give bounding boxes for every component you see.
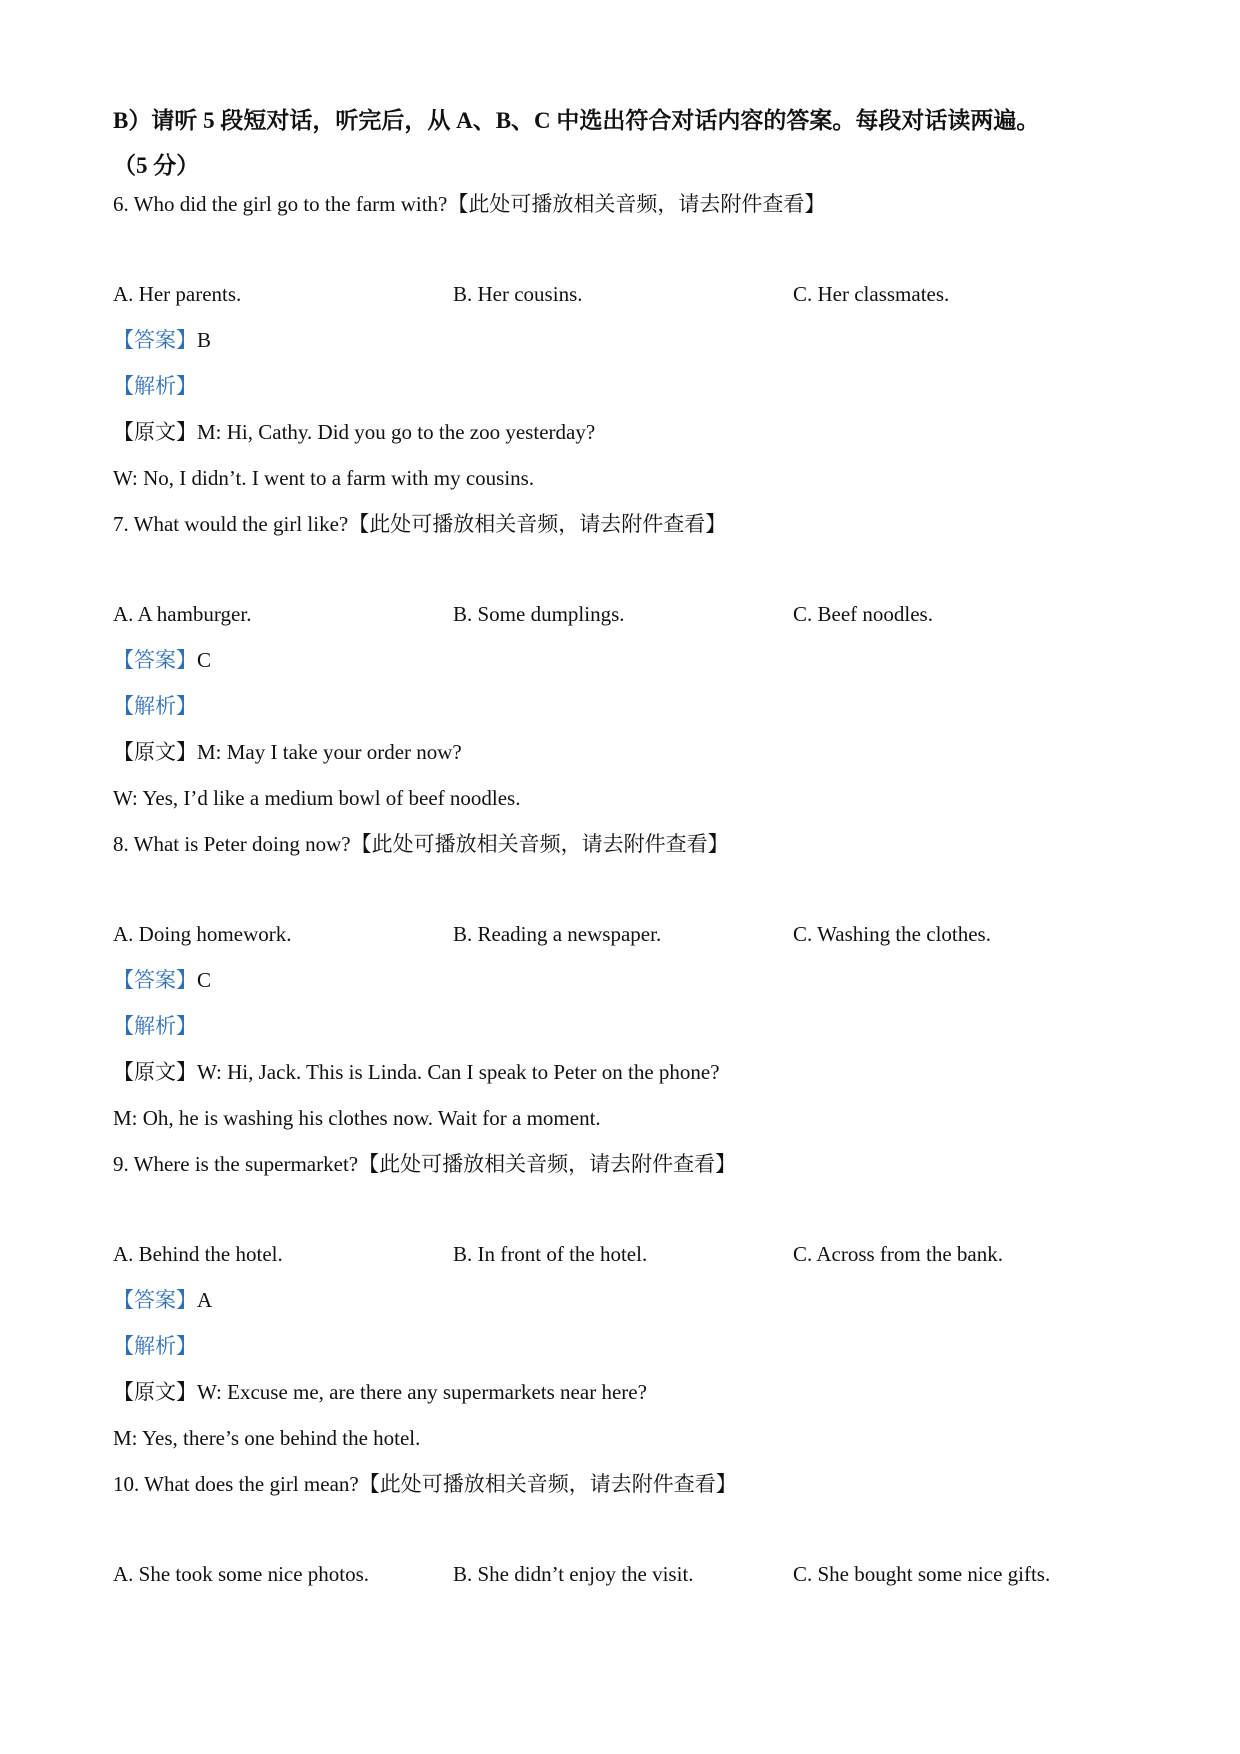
analysis-tag: 【解析】: [113, 694, 197, 718]
question-text: 6. Who did the girl go to the farm with?: [113, 192, 448, 216]
analysis-tag: 【解析】: [113, 374, 197, 398]
transcript-line-1: [113, 418, 1133, 464]
audio-note: 【此处可播放相关音频，请去附件查看】: [447, 192, 826, 216]
original-tag: 【原文】: [113, 1060, 197, 1084]
audio-note: 【此处可播放相关音频，请去附件查看】: [358, 1472, 737, 1496]
question-text: 8. What is Peter doing now?: [113, 832, 351, 856]
analysis-line: [113, 1012, 1133, 1058]
question-stem: [113, 1150, 1133, 1196]
question-text: 10. What does the girl mean?: [113, 1472, 359, 1496]
original-tag: 【原文】: [113, 1380, 197, 1404]
option-a: A. She took some nice photos.: [113, 1562, 370, 1586]
option-b: B. Some dumplings.: [453, 602, 625, 626]
question-6: [113, 190, 1133, 510]
transcript-line-2: W: Yes, I’d like a medium bowl of beef noodles.: [113, 786, 521, 810]
transcript-line-2: M: Yes, there’s one behind the hotel.: [113, 1426, 421, 1450]
analysis-tag: 【解析】: [113, 1334, 197, 1358]
option-c: C. Beef noodles.: [793, 602, 933, 626]
audio-note: 【此处可播放相关音频，请去附件查看】: [348, 512, 727, 536]
question-8: [113, 830, 1133, 1150]
analysis-tag: 【解析】: [113, 1014, 197, 1038]
transcript-line-1: [113, 1058, 1133, 1104]
option-b: B. In front of the hotel.: [453, 1242, 648, 1266]
transcript-text: M: Hi, Cathy. Did you go to the zoo yesterday?: [197, 420, 596, 444]
answer-tag: 【答案】: [113, 648, 197, 672]
options-row: [113, 1560, 1133, 1606]
transcript-line-2: W: No, I didn’t. I went to a farm with my cousins.: [113, 466, 535, 490]
option-a: A. A hamburger.: [113, 602, 252, 626]
answer-tag: 【答案】: [113, 968, 197, 992]
section-title: B）请听 5 段短对话，听完后，从 A、B、C 中选出符合对话内容的答案。每段对话读两遍。: [113, 108, 1040, 133]
question-stem: [113, 1470, 1133, 1516]
question-text: 7. What would the girl like?: [113, 512, 349, 536]
answer-value: C: [197, 648, 212, 672]
transcript-text: W: Hi, Jack. This is Linda. Can I speak to Peter on the phone?: [197, 1060, 720, 1084]
answer-line: [113, 646, 1133, 692]
option-b: B. Her cousins.: [453, 282, 583, 306]
original-tag: 【原文】: [113, 740, 197, 764]
answer-line: [113, 1286, 1133, 1332]
option-a: A. Behind the hotel.: [113, 1242, 283, 1266]
question-10: [113, 1470, 1133, 1606]
transcript-line-1: [113, 1378, 1133, 1424]
options-row: [113, 920, 1133, 966]
answer-tag: 【答案】: [113, 1288, 197, 1312]
answer-tag: 【答案】: [113, 328, 197, 352]
audio-note: 【此处可播放相关音频，请去附件查看】: [350, 832, 729, 856]
section-score: （5 分）: [113, 153, 200, 178]
audio-note: 【此处可播放相关音频，请去附件查看】: [358, 1152, 737, 1176]
question-text: 9. Where is the supermarket?: [113, 1152, 359, 1176]
original-tag: 【原文】: [113, 420, 197, 444]
question-9: [113, 1150, 1133, 1470]
answer-value: B: [197, 328, 212, 352]
analysis-line: [113, 692, 1133, 738]
option-c: C. Washing the clothes.: [793, 922, 991, 946]
answer-value: C: [197, 968, 212, 992]
option-b: B. Reading a newspaper.: [453, 922, 662, 946]
analysis-line: [113, 372, 1133, 418]
question-stem: [113, 830, 1133, 876]
transcript-line-1: [113, 738, 1133, 784]
analysis-line: [113, 1332, 1133, 1378]
question-stem: [113, 190, 1133, 236]
options-row: [113, 1240, 1133, 1286]
option-b: B. She didn’t enjoy the visit.: [453, 1562, 694, 1586]
option-c: C. She bought some nice gifts.: [793, 1562, 1051, 1586]
options-row: [113, 600, 1133, 646]
option-a: A. Her parents.: [113, 282, 242, 306]
answer-line: [113, 966, 1133, 1012]
transcript-text: W: Excuse me, are there any supermarkets near here?: [197, 1380, 647, 1404]
transcript-text: M: May I take your order now?: [197, 740, 462, 764]
answer-value: A: [197, 1288, 213, 1312]
transcript-line-2: M: Oh, he is washing his clothes now. Wait for a moment.: [113, 1106, 601, 1130]
question-7: [113, 510, 1133, 830]
document-page: [113, 98, 1133, 1606]
question-stem: [113, 510, 1133, 556]
answer-line: [113, 326, 1133, 372]
option-a: A. Doing homework.: [113, 922, 292, 946]
option-c: C. Her classmates.: [793, 282, 950, 306]
option-c: C. Across from the bank.: [793, 1242, 1003, 1266]
options-row: [113, 280, 1133, 326]
